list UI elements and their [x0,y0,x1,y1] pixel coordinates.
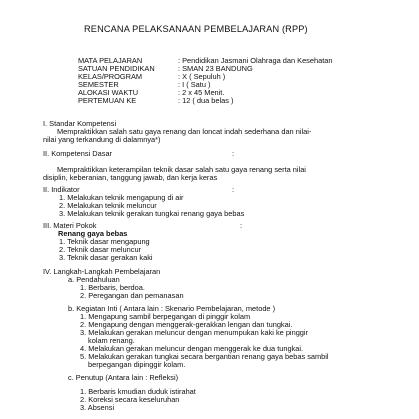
identity-value: : 12 ( dua belas ) [178,96,234,105]
section-heading: III. Materi Pokok [43,221,97,230]
section-text: disiplin, keberanian, tanggung jawab, dan kerja keras [43,173,218,182]
list-item: 1. Teknik dasar mengapung [59,237,150,246]
list-item: 2. Mengapung dengan menggerak-gerakkan lengan dan tungkai. [80,320,293,329]
section-heading: II. Kompetensi Dasar [43,149,113,158]
list-item: 3. Melakukan teknik gerakan tungkai renang gaya bebas [59,209,245,218]
list-item: 3. Absensi [80,403,115,412]
identity-label: PERTEMUAN KE [78,96,137,105]
section-text: Mempraktikkan keterampilan teknik dasar salah satu gaya renang serta nilai [57,165,306,174]
list-item: 1. Mengapung sambil berpegangan di pinggir kolam [80,312,251,321]
section-subheading: Renang gaya bebas [58,229,128,238]
subsection-heading: b. Kegiatan Inti ( Antara lain : Skenario Pembelajaran, metode ) [68,304,276,313]
subsection-heading: c. Penutup (Antara lain : Refleksi) [68,373,179,382]
section-text: Mempraktikkan salah satu gaya renang dan loncat indah sederhana dan nilai- [57,127,312,136]
identity-value: : 2 x 45 Menit. [178,88,225,97]
list-item: 2. Peregangan dan pemanasan [80,291,184,300]
list-item: 3. Melakukan gerakan meluncur dengan menumpukan kaki ke pinggir [80,328,309,337]
section-heading: I. Standar Kompetensi [43,119,117,128]
subsection-heading: a. Pendahuluan [68,275,120,284]
identity-label: SEMESTER [78,80,119,89]
identity-label: ALOKASI WAKTU [78,88,139,97]
list-item: 2. Koreksi secara keseluruhan [80,395,180,404]
list-item: 2. Teknik dasar meluncur [59,245,142,254]
list-item-continuation: kolam renang. [88,336,135,345]
list-item: 1. Melakukan teknik mengapung di air [59,193,184,202]
list-item-continuation: berpegangan dipinggir kolam. [88,360,186,369]
identity-value: : Pendidikan Jasmani Olahraga dan Kesehatan [178,56,333,65]
list-item: 1. Berbaris kmudian duduk istirahat [80,387,196,396]
identity-value: : I ( Satu ) [178,80,211,89]
section-text: nilai yang terkandung di dalamnya*) [43,135,161,144]
section-colon: : [232,149,235,158]
document-title: RENCANA PELAKSANAAN PEMBELAJARAN (RPP) [84,24,308,34]
section-heading: IV. Langkah-Langkah Pembelajaran [43,267,161,276]
section-colon: : [232,185,235,194]
identity-label: MATA PELAJARAN [78,56,143,65]
list-item: 1. Berbaris, berdoa. [80,283,145,292]
identity-label: SATUAN PENDIDIKAN [78,64,155,73]
list-item: 3. Teknik dasar gerakan kaki [59,253,153,262]
list-item: 2. Melakukan teknik meluncur [59,201,157,210]
identity-label: KELAS/PROGRAM [78,72,143,81]
list-item: 5. Melakukan gerakan tungkai secara bergantian renang gaya bebas sambil [80,352,329,361]
identity-value: : X ( Sepuluh ) [178,72,226,81]
section-colon: : [240,221,243,230]
list-item: 4. Melakukan gerakan meluncur dengan menggerak ke dua tungkai. [80,344,304,353]
section-heading: II. Indikator [43,185,80,194]
identity-value: : SMAN 23 BANDUNG [178,64,253,73]
